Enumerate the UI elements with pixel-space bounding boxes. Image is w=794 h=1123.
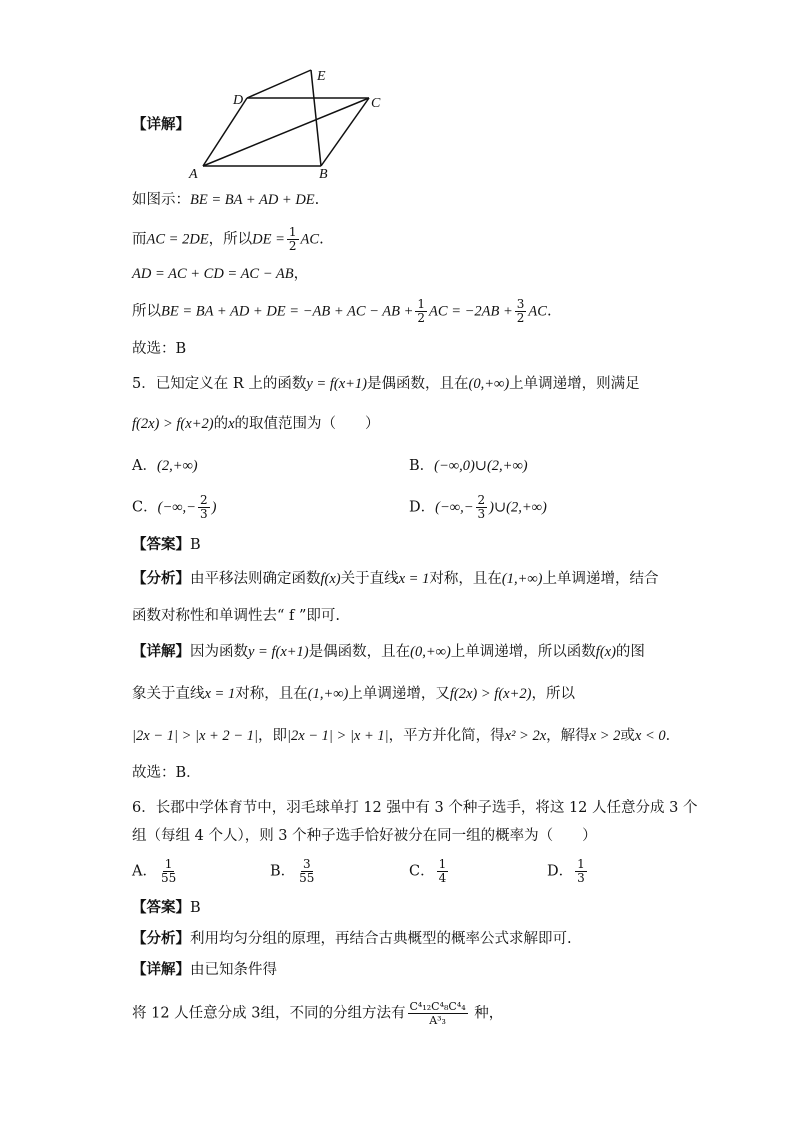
- q5-detail1-fx: f(x): [595, 644, 616, 660]
- q6-detail: [132, 960, 277, 980]
- fraction-numerator: 2: [477, 493, 486, 507]
- q4-line1-prefix: 如图示：: [132, 192, 190, 208]
- q5-option-c: [132, 494, 216, 521]
- q6-last-line: [132, 1000, 503, 1027]
- fraction-numerator: 1: [577, 857, 585, 871]
- q5-detail1-a: 因为函数: [190, 644, 248, 660]
- q5-stem2-x: x: [228, 416, 235, 432]
- q5-detail3-c: ，解得: [546, 728, 590, 744]
- q4-line2-eq2-left: DE =: [252, 231, 285, 248]
- fraction-numerator: 1: [417, 297, 426, 311]
- q6-option-c: [409, 858, 450, 885]
- q4-line2-b: ，所以: [208, 231, 253, 248]
- analysis-text: 利用均匀分组的原理，再结合古典概型的概率公式求解即可.: [190, 931, 572, 947]
- label-C: C: [371, 96, 381, 111]
- q5-stem1-interval: (0,+∞): [468, 376, 510, 392]
- fraction-numerator: C⁴₁₂C⁴₈C⁴₄: [409, 1000, 466, 1013]
- analysis-tag: 【分析】: [132, 930, 190, 947]
- q6-analysis: [132, 929, 572, 949]
- q4-line2-end: .: [319, 231, 324, 248]
- q5-stem2-eq: f(2x) > f(x+2): [132, 416, 214, 432]
- q4-line2-fraction: [287, 226, 299, 253]
- option-label: B．: [409, 458, 435, 474]
- q4-line4-eq-a: BE = BA + AD + DE = −AB + AC − AB +: [161, 303, 414, 320]
- option-fraction: [159, 858, 178, 885]
- fraction-denominator: 3: [199, 507, 208, 521]
- q4-line1: [132, 190, 319, 210]
- q5-detail3-b: ，平方并化简，得: [388, 728, 505, 744]
- q6-option-b: [270, 858, 318, 885]
- option-label: A．: [132, 863, 157, 880]
- option-label: D．: [547, 863, 574, 880]
- q5-detail-line3: [132, 726, 680, 746]
- q6-stem-line2: 组（每组 4 个人），则 3 个种子选手恰好被分在同一组的概率为（ ）: [132, 828, 597, 844]
- fraction-numerator: 1: [438, 857, 447, 871]
- q5-analysis-a: 由平移法则确定函数: [190, 571, 321, 587]
- q4-line4-eq-c: AC: [528, 303, 547, 320]
- q5-detail2-eq: f(2x) > f(x+2): [449, 686, 532, 702]
- q5-detail2-b: 对称，且在: [235, 686, 308, 702]
- q6-last-a: 将 12 人任意分成 3组，不同的分组方法有: [132, 1005, 406, 1022]
- q5-detail1-c: 上单调递增，所以函数: [450, 644, 596, 660]
- option-label: A．: [132, 458, 157, 474]
- fraction-denominator: 3: [477, 507, 486, 521]
- q4-line3-end: ，: [293, 266, 309, 282]
- q5-detail3-d: 或: [620, 728, 635, 744]
- q5-stem1-eq: y = f(x+1): [306, 376, 368, 392]
- q5-detail2-c: 上单调递增，又: [348, 686, 450, 702]
- fraction-numerator: 3: [516, 297, 525, 311]
- fraction-denominator: 2: [516, 311, 525, 325]
- q5-detail3-eq4: x > 2: [589, 728, 621, 744]
- q5-answer: [132, 535, 201, 555]
- fraction-numerator: 1: [288, 225, 297, 239]
- fraction-denominator: 55: [160, 871, 177, 885]
- label-E: E: [317, 69, 326, 84]
- q4-line4-end: .: [546, 303, 552, 320]
- q5-stem-line2: [132, 414, 380, 434]
- q5-detail3-e: ．: [665, 728, 681, 744]
- geometry-figure: [185, 62, 400, 184]
- segment-DE: [247, 70, 311, 98]
- q5-final: 故选：B．: [132, 765, 201, 781]
- q5-stem1-c: 上单调递增，则满足: [509, 376, 640, 392]
- q4-line4-fraction-1: [415, 298, 427, 325]
- q5-detail3-eq3: x² > 2x: [504, 728, 547, 744]
- q4-answer: 故选：B: [132, 341, 187, 357]
- detail-text: 由已知条件得: [190, 962, 277, 978]
- option-value-left: (−∞,−: [157, 499, 196, 516]
- option-value: (−∞,0)∪(2,+∞): [434, 458, 528, 474]
- fraction-numerator: 3: [302, 857, 311, 871]
- q4-line4-prefix: 所以: [132, 303, 161, 320]
- fraction-denominator: 55: [299, 871, 315, 885]
- option-value-right: )∪(2,+∞): [489, 499, 547, 516]
- q4-line4: [132, 298, 552, 325]
- q4-line3-eq: AD = AC + CD = AC − AB: [132, 266, 294, 282]
- q5-analysis-fx: f(x): [320, 571, 341, 587]
- q6-option-d: [547, 858, 589, 885]
- q4-line4-eq-b: AC = −2AB +: [429, 303, 513, 320]
- q6-answer: [132, 898, 201, 918]
- q6-option-a: [132, 858, 180, 885]
- q5-detail2-x1: x = 1: [204, 686, 236, 702]
- q5-detail2-d: ，所以: [531, 686, 575, 702]
- q5-detail1-eq: y = f(x+1): [248, 644, 309, 660]
- fraction-denominator: 2: [288, 239, 297, 253]
- q5-stem2-c: 的取值范围为（ ）: [234, 416, 380, 432]
- q5-detail-line2: [132, 684, 575, 704]
- q5-detail-line1: [132, 642, 645, 662]
- q5-stem1-b: 是偶函数，且在: [367, 376, 469, 392]
- answer-tag: 【答案】: [132, 899, 190, 916]
- q4-line4-fraction-2: [515, 298, 527, 325]
- q6-last-b: 种，: [474, 1005, 504, 1022]
- option-fraction: [437, 858, 449, 885]
- option-label: D．: [409, 499, 436, 516]
- option-value-left: (−∞,−: [435, 499, 474, 516]
- option-value-right: ): [211, 499, 217, 516]
- q4-line1-end: .: [314, 192, 320, 208]
- label-A: A: [189, 167, 198, 182]
- q5-detail2-a: 象关于直线: [132, 686, 205, 702]
- option-fraction: [297, 858, 316, 885]
- option-fraction: [476, 494, 488, 521]
- q5-analysis-line1: [132, 569, 659, 589]
- q5-detail1-d: 的图: [615, 644, 645, 660]
- q4-detail-tag: 【详解】: [132, 116, 190, 133]
- q5-analysis-c: 对称，且在: [429, 571, 502, 587]
- segment-AD: [203, 98, 247, 166]
- option-fraction: [198, 494, 210, 521]
- fraction-denominator: 2: [417, 311, 426, 325]
- q5-detail3-eq2: |2x − 1| > |x + 1|: [286, 728, 389, 744]
- q4-line1-eq: BE = BA + AD + DE: [190, 192, 315, 208]
- fraction-denominator: 3: [577, 871, 585, 885]
- q4-line2-eq: AC = 2DE: [146, 231, 209, 248]
- q5-detail1-b: 是偶函数，且在: [308, 644, 411, 660]
- q5-detail3-eq1: |2x − 1| > |x + 2 − 1|: [132, 728, 258, 744]
- q4-line2: [132, 226, 324, 253]
- label-B: B: [319, 167, 328, 182]
- fraction-numerator: 2: [199, 493, 208, 507]
- detail-tag: 【详解】: [132, 643, 190, 660]
- q4-line3: [132, 264, 308, 284]
- q5-detail3-eq5: x < 0: [634, 728, 666, 744]
- answer-tag: 【答案】: [132, 536, 190, 553]
- q5-stem1-a: 5．已知定义在 R 上的函数: [132, 376, 307, 392]
- q5-detail2-interval: (1,+∞): [307, 686, 349, 702]
- answer-value: B: [190, 900, 201, 916]
- option-label: C．: [132, 499, 158, 516]
- q5-option-a: [132, 456, 198, 476]
- analysis-tag: 【分析】: [132, 570, 190, 587]
- q5-detail1-interval: (0,+∞): [410, 644, 451, 660]
- q5-analysis-line2: 函数对称性和单调性去“ f ”即可.: [132, 608, 341, 624]
- option-label: C．: [409, 863, 435, 880]
- q5-option-b: [409, 456, 528, 476]
- q5-analysis-x1: x = 1: [398, 571, 430, 587]
- q5-detail3-a: ，即: [257, 728, 287, 744]
- q5-option-d: [409, 494, 547, 521]
- q5-analysis-b: 关于直线: [340, 571, 399, 587]
- option-label: B．: [270, 863, 296, 880]
- fraction-numerator: 1: [164, 857, 173, 871]
- option-value: (2,+∞): [156, 458, 198, 474]
- q5-stem-line1: [132, 374, 640, 394]
- q5-stem2-b: 的: [213, 416, 229, 432]
- q5-analysis-d: 上单调递增，结合: [542, 571, 659, 587]
- q4-line2-a: 而: [132, 231, 147, 248]
- detail-tag: 【详解】: [132, 961, 190, 978]
- label-D: D: [233, 93, 244, 108]
- q5-analysis-interval: (1,+∞): [501, 571, 543, 587]
- q6-stem-line1: 6．长郡中学体育节中，羽毛球单打 12 强中有 3 个种子选手，将这 12 人任意分成 3 个: [132, 800, 698, 816]
- answer-value: B: [190, 537, 201, 553]
- q6-grouping-fraction: [408, 1000, 468, 1027]
- fraction-denominator: A³₃: [429, 1014, 446, 1027]
- q4-line2-eq2-right: AC: [300, 231, 320, 248]
- fraction-denominator: 4: [438, 871, 447, 885]
- option-fraction: [575, 858, 587, 885]
